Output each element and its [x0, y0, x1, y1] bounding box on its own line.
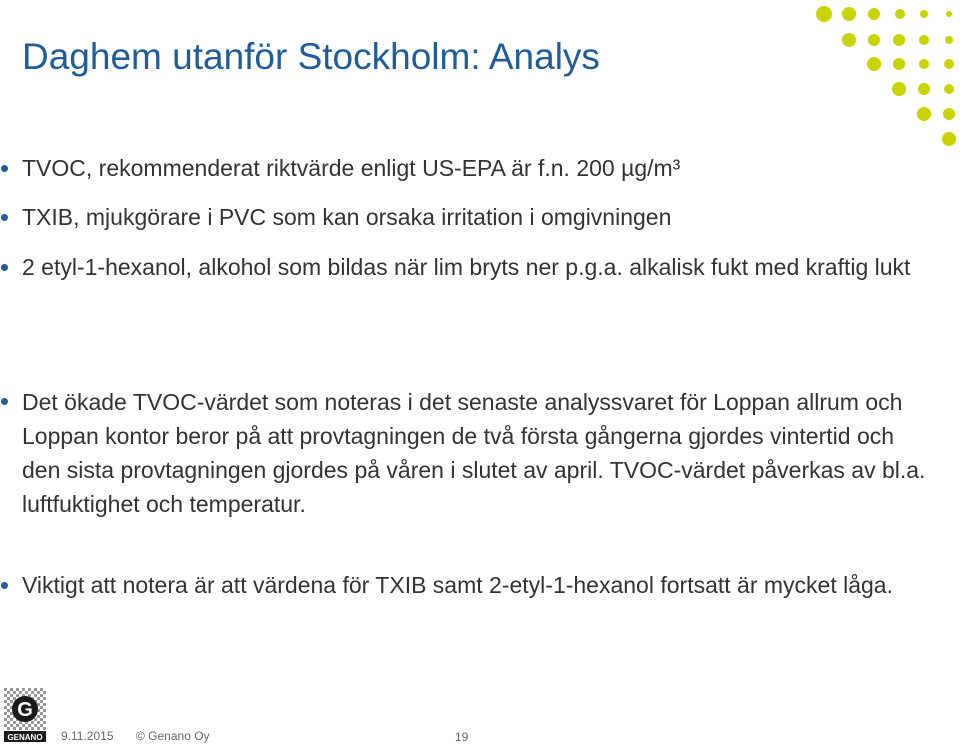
logo-wordmark: GENANO	[7, 733, 43, 742]
bullet-dot-icon	[1, 264, 8, 271]
bullet-item	[22, 152, 932, 184]
genano-logo	[4, 688, 46, 742]
decor-dot	[943, 108, 955, 120]
decor-dot	[920, 10, 928, 18]
decor-dot	[944, 59, 954, 69]
footer-copyright: © Genano Oy	[136, 729, 210, 743]
bullet-item	[22, 385, 932, 521]
bullet-text: TXIB, mjukgörare i PVC som kan orsaka irritation i omgivningen	[22, 204, 672, 230]
slide-title: Daghem utanför Stockholm: Analys	[22, 36, 600, 77]
bullet-text: Det ökade TVOC-värdet som noteras i det senaste analyssvaret för Loppan allrum och Loppan kontor beror på att provtagningen de två första gångerna gjordes vintertid och den sista provtagningen gjordes på våren i slutet av april. TVOC-värdet påverkas av bl.a. luftfuktighet och temperatur.	[22, 389, 926, 517]
decor-dot	[895, 9, 905, 19]
decor-dot	[892, 82, 906, 96]
decor-dot	[816, 6, 832, 22]
bullet-item	[22, 201, 932, 233]
bullet-text: TVOC, rekommenderat riktvärde enligt US-EPA är f.n. 200 µg/m³	[22, 155, 681, 181]
bullet-dot-icon	[1, 165, 8, 172]
bullet-item	[22, 569, 932, 601]
decor-dot	[944, 84, 954, 94]
bullet-text: Viktigt att notera är att värdena för TXIB samt 2-etyl-1-hexanol fortsatt är mycket låga.	[22, 572, 893, 598]
decor-dot	[919, 59, 929, 69]
page-number: 19	[455, 730, 469, 744]
dot-grid-decoration	[800, 0, 960, 160]
decor-dot	[867, 57, 881, 71]
decor-dot	[893, 58, 905, 70]
bullet-item	[22, 251, 932, 283]
decor-dot	[945, 36, 953, 44]
decor-dot	[893, 34, 905, 46]
footer-date: 9.11.2015	[61, 729, 114, 743]
decor-dot	[919, 35, 929, 45]
bullet-text: 2 etyl-1-hexanol, alkohol som bildas när lim bryts ner p.g.a. alkalisk fukt med kraftig lukt	[22, 254, 911, 280]
decor-dot	[868, 34, 880, 46]
decor-dot	[917, 107, 931, 121]
decor-dot	[918, 83, 930, 95]
decor-dot	[946, 11, 952, 17]
decor-dot	[842, 33, 856, 47]
bullet-dot-icon	[1, 214, 8, 221]
bullet-dot-icon	[1, 582, 8, 589]
bullet-dot-icon	[1, 398, 8, 405]
decor-dot	[868, 8, 880, 20]
logo-letter: G	[17, 699, 33, 721]
decor-dot	[942, 132, 956, 146]
decor-dot	[842, 7, 856, 21]
